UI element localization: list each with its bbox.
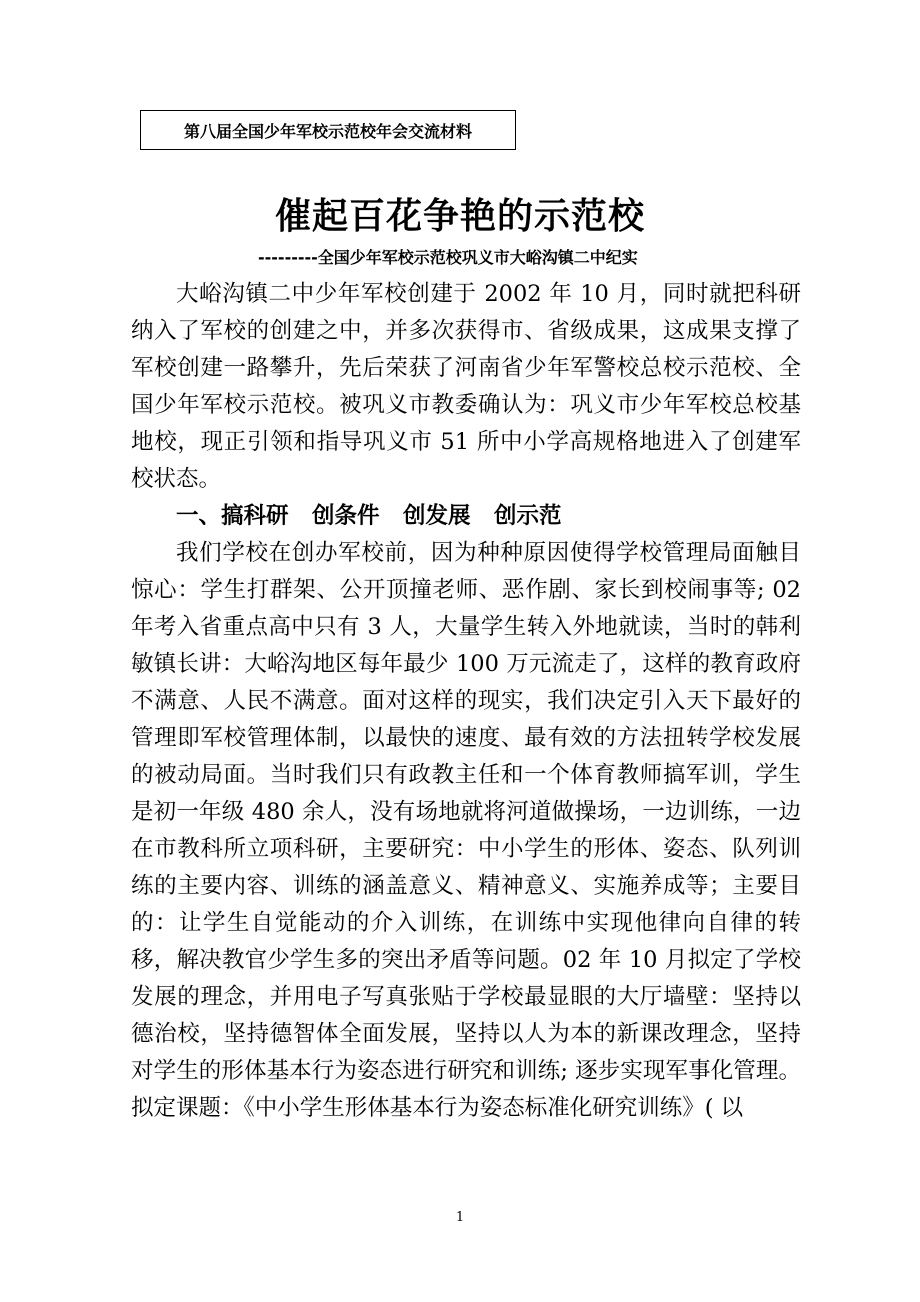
document-subtitle: ---------全国少年军校示范校巩义市大峪沟镇二中纪实: [258, 248, 638, 267]
page-number: 1: [455, 1210, 465, 1225]
document-body: [131, 276, 801, 1127]
paragraph-intro: 大峪沟镇二中少年军校创建于 2002 年 10 月，同时就把科研纳入了军校的创建之中，并多次获得市、省级成果，这成果支撑了军校创建一路攀升，先后荣获了河南省少年军警校总校示范校、全国少年军校示范校。被巩义市教委确认为：巩义市少年军校总校基地校，现正引领和指导巩义市 51 所中小学高规格地进入了创建军校状态。: [131, 281, 801, 492]
header-label-box: [140, 110, 516, 150]
section-heading: 一、搞科研 创条件 创发展 创示范: [176, 503, 562, 529]
document-title: 催起百花争艳的示范校: [274, 196, 645, 237]
paragraph-section-1: 我们学校在创办军校前，因为种种原因使得学校管理局面触目惊心：学生打群架、公开顶撞老师、恶作剧、家长到校闹事等; 02 年考入省重点高中只有 3 人，大量学生转入外地就读，当时的韩利敏镇长讲：大峪沟地区每年最少 100 万元流走了，这样的教育政府不满意、人民不满意。面对这样的现实，我们决定引入天下最好的管理即军校管理体制，以最快的速度、最有效的方法扭转学校发展的被动局面。当时我们只有政教主任和一个体育教师搞军训，学生是初一年级 480 余人，没有场地就将河道做操场，一边训练，一边在市教科所立项科研，主要研究：中小学生的形体、姿态、队列训练的主要内容、训练的涵盖意义、精神意义、实施养成等；主要目的：让学生自觉能动的介入训练，在训练中实现他律向自律的转移，解决教官少学生多的突出矛盾等问题。02 年 10 月拟定了学校发展的理念，并用电子写真张贴于学校最显眼的大厅墙壁：坚持以德治校，坚持德智体全面发展，坚持以人为本的新课改理念，坚持对学生的形体基本行为姿态进行研究和训练; 逐步实现军事化管理。拟定课题：《中小学生形体基本行为姿态标准化研究训练》( 以: [131, 540, 801, 1121]
header-label: 第八届全国少年军校示范校年会交流材料: [183, 121, 472, 141]
